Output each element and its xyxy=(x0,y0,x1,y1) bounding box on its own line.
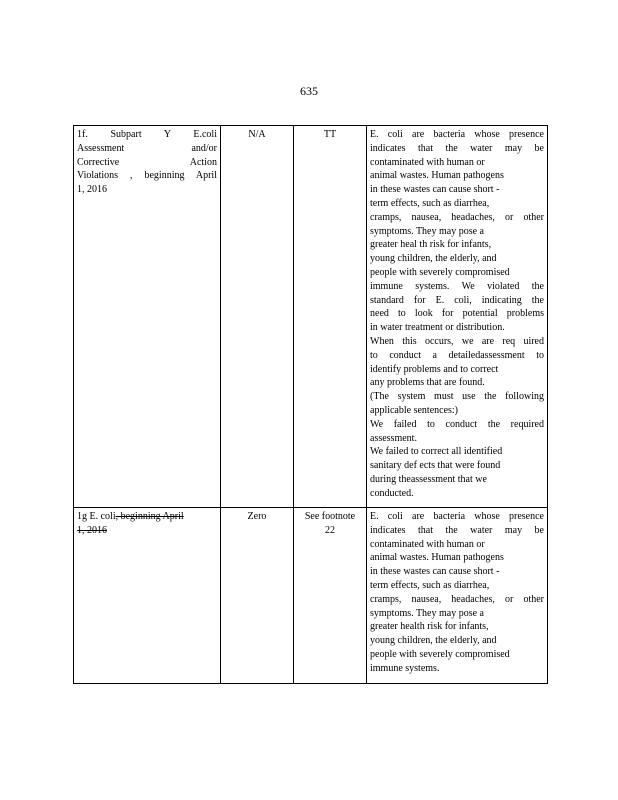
health-effects-line: need to look for potential problems xyxy=(370,308,544,320)
mcl-cell xyxy=(294,508,367,684)
health-effects-line: to conduct a detailedassessment to xyxy=(370,349,544,361)
health-effects-line: We failed to conduct the required xyxy=(370,418,544,430)
health-effects-line: conducted. xyxy=(370,487,414,499)
health-effects-line: contaminated with human or xyxy=(370,156,485,168)
health-effects-line: people with severely compromised xyxy=(370,648,510,660)
health-effects-line: assessment. xyxy=(370,432,417,444)
table-row xyxy=(74,126,548,508)
health-effects-line: (The system must use the following xyxy=(370,391,544,403)
health-effects-line: young children, the elderly, and xyxy=(370,253,497,265)
contaminant-table xyxy=(73,125,548,684)
health-effects-line: When this occurs, we are req uired xyxy=(370,335,544,347)
contaminant-line xyxy=(77,510,217,524)
health-effects-line: animal wastes. Human pathogens xyxy=(370,170,504,182)
health-effects-line: cramps, nausea, headaches, or other xyxy=(370,593,544,605)
contaminant-line: 1f. Subpart Y E.coli xyxy=(77,129,217,140)
contaminant-line: Violations , beginning April xyxy=(77,170,217,182)
health-effects-line: symptoms. They may pose a xyxy=(370,607,484,619)
health-effects-line: term effects, such as diarrhea, xyxy=(370,579,490,591)
mcl-value: TT xyxy=(323,129,337,140)
health-effects-line: young children, the elderly, and xyxy=(370,635,497,647)
health-effects-line: during theassessment that we xyxy=(370,473,487,485)
struck-text: 1, 2016 xyxy=(77,524,107,536)
contaminant-line: 1, 2016 xyxy=(77,184,107,196)
health-effects-line: greater heal th risk for infants, xyxy=(370,239,492,251)
health-effects-line: people with severely compromised xyxy=(370,266,510,278)
health-effects-line: any problems that are found. xyxy=(370,377,485,389)
table-row xyxy=(74,508,548,684)
contaminant-cell xyxy=(74,508,221,684)
struck-text: , beginning April xyxy=(115,511,184,522)
contaminant-line: Corrective Action xyxy=(77,156,217,168)
health-effects-line: standard for E. coli, indicating the xyxy=(370,294,544,306)
mclg-cell xyxy=(221,508,294,684)
health-effects-line: immune systems. xyxy=(370,662,440,674)
health-effects-line: applicable sentences:) xyxy=(370,404,459,416)
health-effects-line: animal wastes. Human pathogens xyxy=(370,552,504,564)
health-effects-line: immune systems. We violated the xyxy=(370,280,544,292)
health-effects-line: E. coli are bacteria whose presence xyxy=(370,129,544,140)
health-effects-line: sanitary def ects that were found xyxy=(370,460,501,472)
mcl-cell xyxy=(294,126,367,508)
health-effects-line: identify problems and to correct xyxy=(370,363,499,375)
mcl-line: See footnote xyxy=(304,511,356,522)
health-effects-line: indicates that the water may be xyxy=(370,524,544,536)
health-effects-line: indicates that the water may be xyxy=(370,142,544,154)
health-effects-line: cramps, nausea, headaches, or other xyxy=(370,211,544,223)
health-effects-line: contaminated with human or xyxy=(370,538,485,550)
mclg-cell xyxy=(221,126,294,508)
contaminant-cell xyxy=(74,126,221,508)
health-effects-line: in water treatment or distribution. xyxy=(370,322,505,334)
mclg-value: N/A xyxy=(248,129,266,140)
health-effects-line: greater health risk for infants, xyxy=(370,621,489,633)
health-effects-line: in these wastes can cause short - xyxy=(370,566,500,578)
health-effects-cell xyxy=(367,508,548,684)
mcl-line: 22 xyxy=(325,524,335,536)
health-effects-line: We failed to correct all identified xyxy=(370,446,503,458)
health-effects-line: E. coli are bacteria whose presence xyxy=(370,511,544,522)
health-effects-line: in these wastes can cause short - xyxy=(370,184,500,196)
contaminant-line: Assessment and/or xyxy=(77,142,217,154)
health-effects-cell xyxy=(367,126,548,508)
page-number: 635 xyxy=(300,84,318,98)
health-effects-line: symptoms. They may pose a xyxy=(370,225,484,237)
contaminant-name: 1g E. coli xyxy=(77,511,116,522)
mclg-value: Zero xyxy=(247,511,267,522)
health-effects-line: term effects, such as diarrhea, xyxy=(370,197,490,209)
